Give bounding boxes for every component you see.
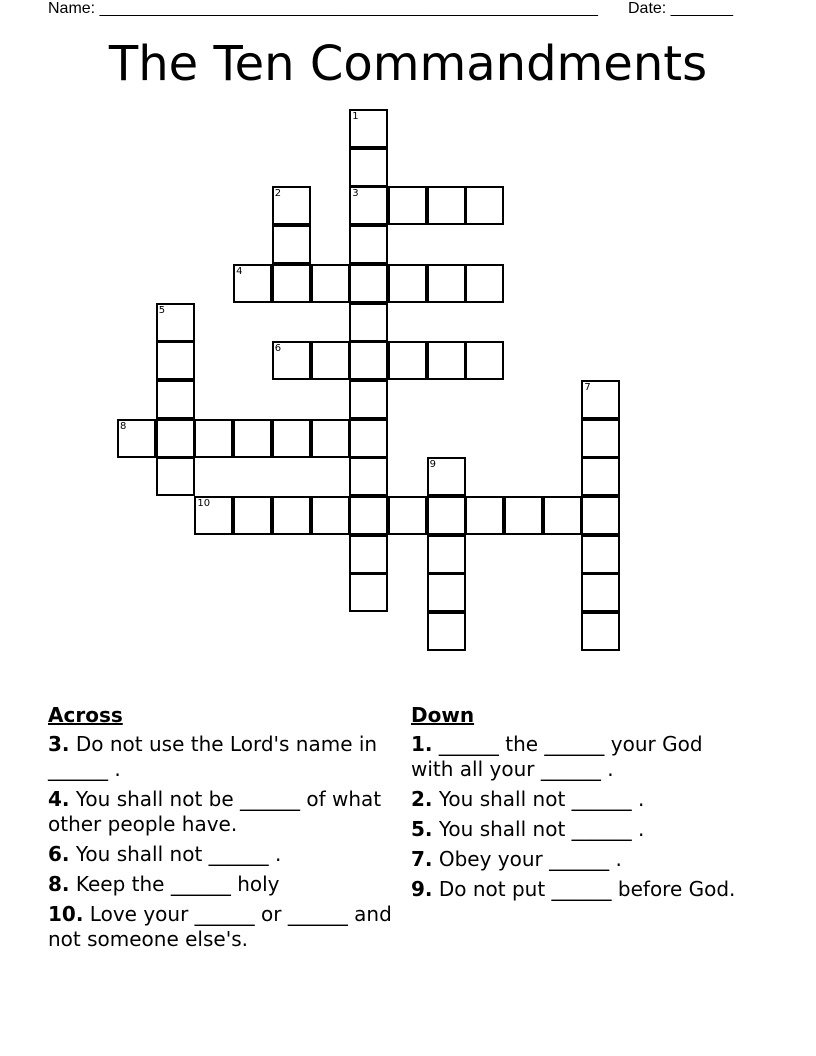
crossword-cell[interactable] xyxy=(581,419,620,458)
crossword-cell[interactable] xyxy=(427,535,466,574)
cell-number: 3 xyxy=(352,188,359,200)
clue-down-9 xyxy=(411,877,751,902)
crossword-cell[interactable] xyxy=(156,303,195,342)
cell-number: 10 xyxy=(197,498,211,509)
crossword-cell[interactable] xyxy=(427,496,466,535)
crossword-cell[interactable] xyxy=(427,612,466,651)
clue-number: 3. xyxy=(48,732,70,756)
crossword-cell[interactable] xyxy=(233,419,272,458)
crossword-cell[interactable] xyxy=(349,341,388,380)
name-field-label[interactable]: Name: ________________________________________________________ xyxy=(48,0,598,17)
crossword-cell[interactable] xyxy=(388,341,427,380)
crossword-cell[interactable] xyxy=(465,341,504,380)
crossword-cell[interactable] xyxy=(349,264,388,303)
crossword-cell[interactable] xyxy=(349,109,388,148)
crossword-cell[interactable] xyxy=(117,419,156,458)
crossword-cell[interactable] xyxy=(272,496,311,535)
crossword-cell[interactable] xyxy=(581,496,620,535)
clue-number: 8. xyxy=(48,872,70,896)
crossword-cell[interactable] xyxy=(311,496,350,535)
crossword-cell[interactable] xyxy=(311,341,350,380)
crossword-cell[interactable] xyxy=(349,457,388,496)
crossword-cell[interactable] xyxy=(349,148,388,187)
clue-text: Keep the ______ holy xyxy=(69,872,280,896)
crossword-cell[interactable] xyxy=(272,264,311,303)
across-heading: Across xyxy=(48,703,123,727)
crossword-cell[interactable] xyxy=(581,573,620,612)
date-field-label[interactable]: Date: _______ xyxy=(628,0,733,17)
clue-number: 7. xyxy=(411,847,433,871)
crossword-cell[interactable] xyxy=(427,264,466,303)
clue-down-7 xyxy=(411,847,751,872)
crossword-cell[interactable] xyxy=(272,341,311,380)
clue-number: 9. xyxy=(411,877,433,901)
clue-number: 4. xyxy=(48,787,70,811)
crossword-cell[interactable] xyxy=(194,496,233,535)
cell-number: 1 xyxy=(352,111,359,122)
crossword-cell[interactable] xyxy=(272,419,311,458)
crossword-cell[interactable] xyxy=(156,380,195,419)
clue-text: You shall not be ______ of what other people have. xyxy=(48,787,382,836)
crossword-cell[interactable] xyxy=(581,457,620,496)
crossword-cell[interactable] xyxy=(581,612,620,651)
crossword-cell[interactable] xyxy=(388,264,427,303)
crossword-cell[interactable] xyxy=(156,341,195,380)
clue-text: Do not put ______ before God. xyxy=(432,877,736,901)
crossword-cell[interactable] xyxy=(349,225,388,264)
crossword-cell[interactable] xyxy=(156,419,195,458)
crossword-cell[interactable] xyxy=(349,496,388,535)
clue-text: You shall not ______ . xyxy=(432,817,645,841)
crossword-cell[interactable] xyxy=(272,186,311,225)
clue-text: You shall not ______ . xyxy=(69,842,282,866)
crossword-cell[interactable] xyxy=(311,419,350,458)
across-clues xyxy=(48,702,403,957)
clue-number: 2. xyxy=(411,787,433,811)
crossword-cell[interactable] xyxy=(427,457,466,496)
crossword-cell[interactable] xyxy=(427,186,466,225)
crossword-cell[interactable] xyxy=(504,496,543,535)
crossword-cell[interactable] xyxy=(427,341,466,380)
clue-text: ______ the ______ your God with all your ______ . xyxy=(411,732,703,781)
crossword-cell[interactable] xyxy=(194,419,233,458)
clue-down-5 xyxy=(411,817,751,842)
crossword-cell[interactable] xyxy=(233,264,272,303)
crossword-cell[interactable] xyxy=(349,186,388,225)
page-title: The Ten Commandments xyxy=(108,36,708,92)
crossword-cell[interactable] xyxy=(349,303,388,342)
crossword-cell[interactable] xyxy=(349,380,388,419)
clue-number: 1. xyxy=(411,732,433,756)
clue-across-6 xyxy=(48,842,403,867)
crossword-cell[interactable] xyxy=(581,535,620,574)
cell-number: 4 xyxy=(236,265,243,277)
crossword-cell[interactable] xyxy=(156,457,195,496)
clue-across-4 xyxy=(48,787,403,837)
clue-number: 10. xyxy=(48,902,84,926)
clue-across-3 xyxy=(48,732,403,782)
clue-number: 5. xyxy=(411,817,433,841)
clue-down-2 xyxy=(411,787,751,812)
crossword-cell[interactable] xyxy=(465,496,504,535)
down-heading: Down xyxy=(411,703,475,727)
crossword-cell[interactable] xyxy=(233,496,272,535)
cell-number: 2 xyxy=(274,188,282,200)
clue-across-10 xyxy=(48,902,403,952)
cell-number: 5 xyxy=(158,304,166,316)
crossword-cell[interactable] xyxy=(388,186,427,225)
header-line xyxy=(48,0,748,20)
cell-number: 6 xyxy=(274,343,282,355)
clue-text: You shall not ______ . xyxy=(432,787,645,811)
crossword-cell[interactable] xyxy=(349,535,388,574)
crossword-cell[interactable] xyxy=(272,225,311,264)
cell-number: 7 xyxy=(584,381,591,393)
crossword-cell[interactable] xyxy=(311,264,350,303)
crossword-cell[interactable] xyxy=(543,496,582,535)
crossword-cell[interactable] xyxy=(427,573,466,612)
crossword-cell[interactable] xyxy=(349,419,388,458)
clue-text: Do not use the Lord's name in ______ . xyxy=(48,732,378,781)
clue-down-1 xyxy=(411,732,751,782)
down-clues xyxy=(411,702,751,907)
cell-number: 9 xyxy=(429,459,436,471)
crossword-cell[interactable] xyxy=(465,264,504,303)
crossword-cell[interactable] xyxy=(349,573,388,612)
crossword-cell[interactable] xyxy=(581,380,620,419)
clue-text: Obey your ______ . xyxy=(432,847,622,871)
clue-across-8 xyxy=(48,872,403,897)
crossword-cell[interactable] xyxy=(388,496,427,535)
clue-number: 6. xyxy=(48,842,70,866)
cell-number: 8 xyxy=(120,420,127,432)
crossword-cell[interactable] xyxy=(465,186,504,225)
clue-text: Love your ______ or ______ and not someone else's. xyxy=(48,902,392,951)
